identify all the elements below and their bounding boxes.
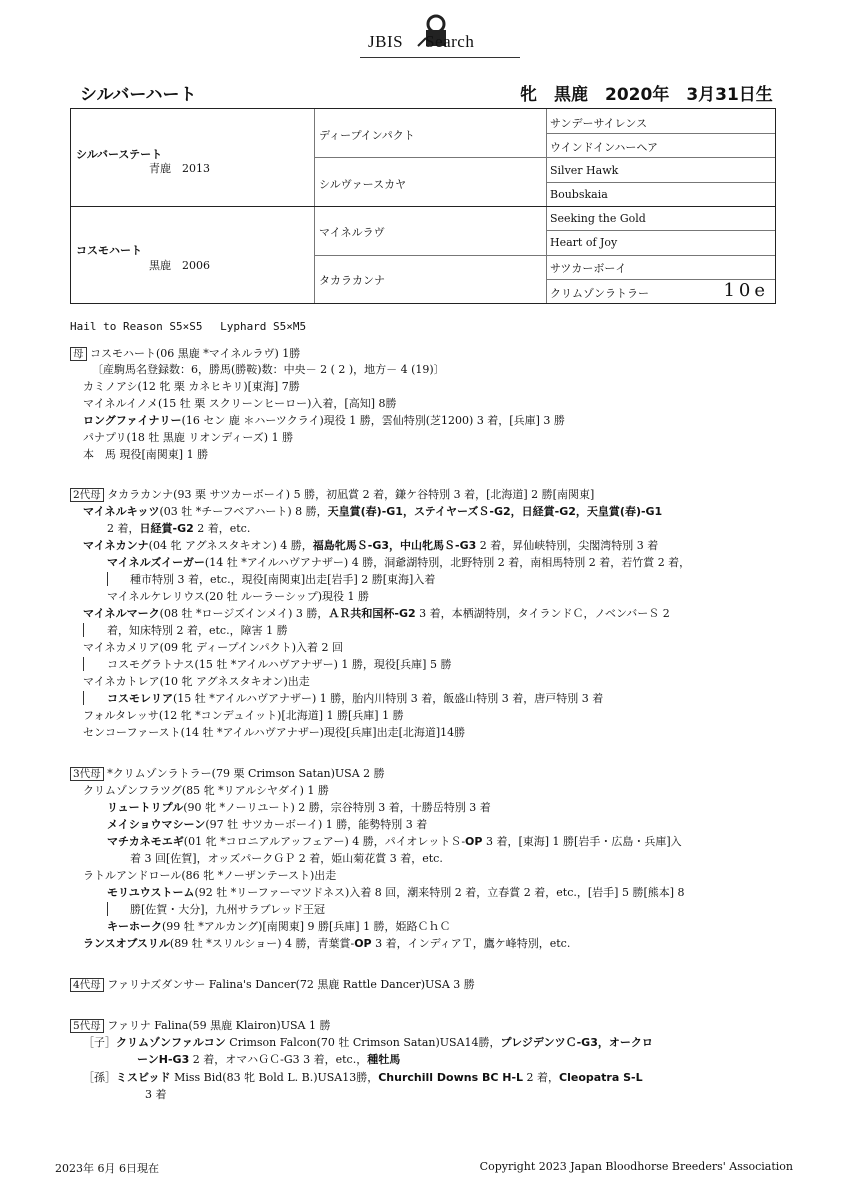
gen3-4: Seeking the Gold — [550, 212, 646, 225]
list-item: マイネカメリア(09 牝 ディープインパクト)入着 2 回 — [83, 641, 344, 654]
inbreeding-cross: Hail to Reason S5×S5 Lyphard S5×M5 — [70, 320, 307, 333]
list-item: マイネルイノメ(15 牡 栗 スクリーンヒーロー)入着，[高知] 8勝 — [83, 397, 397, 410]
notable-horse: ランスオブスリル — [83, 937, 170, 950]
horse-name: シルバーハート — [80, 85, 197, 105]
section-head: コスモハート(06 黒鹿 *マイネルラヴ) 1勝 — [90, 347, 301, 360]
list-item: クリムゾンフラツグ(85 牝 *リアルシヤダイ) 1 勝 — [83, 784, 329, 797]
section-head: *クリムゾンラトラー(79 栗 Crimson Satan)USA 2 勝 — [107, 767, 385, 780]
gen2-1: シルヴァースカヤ — [319, 178, 407, 191]
notable-horse: ミスビッド — [116, 1071, 171, 1084]
gen3-0: サンデーサイレンス — [550, 117, 648, 130]
list-item: マイネカトレア(10 牝 アグネスタキオン)出走 — [83, 675, 310, 688]
gen3-5: Heart of Joy — [550, 236, 618, 249]
notable-horse: マチカネモエギ — [107, 835, 184, 848]
footer-copyright: Copyright 2023 Japan Bloodhorse Breeders' Association — [479, 1160, 793, 1173]
gen3-2: Silver Hawk — [550, 164, 619, 177]
list-item: (16 セン 鹿 ＊ハーツクライ)現役 1 勝，雲仙特別(芝1200) 3 着，[兵庫] 3 勝 — [181, 414, 565, 427]
dam-detail: 黒鹿 2006 — [149, 259, 210, 272]
horse-info: 牝 黒鹿 2020年 3月31日生 — [520, 85, 773, 105]
section-tag: 3代母 — [70, 767, 104, 781]
gen3-7: クリムゾンラトラー — [550, 287, 649, 300]
list-item: 3 着 — [145, 1088, 167, 1101]
logo-text: JBIS Search — [368, 32, 475, 51]
notable-horse: リュートリプル — [107, 801, 184, 814]
notable-horse: キーホーク — [107, 920, 162, 933]
list-item: ラトルアンドロール(86 牝 *ノーザンテースト)出走 — [83, 869, 337, 882]
family-number: 10e — [723, 280, 769, 301]
gen2-2: マイネルラヴ — [319, 226, 385, 239]
list-item: フォルタレッサ(12 牝 *コンデュイット)[北海道] 1 勝[兵庫] 1 勝 — [83, 709, 404, 722]
section-tag: 母 — [70, 347, 87, 361]
gen3-3: Boubskaia — [550, 188, 608, 201]
list-item: 着，知床特別 2 着，etc.，障害 1 勝 — [107, 624, 288, 637]
notable-horse: コスモレリア — [107, 692, 173, 705]
list-item: マイネルケレリウス(20 牡 ルーラーシップ)現役 1 勝 — [107, 590, 370, 603]
dam-name: コスモハート — [76, 244, 142, 257]
notable-horse: マイネルズイーガー — [107, 556, 205, 569]
list-item: 種市特別 3 着，etc.，現役[南関東]出走[岩手] 2 勝[東海]入着 — [130, 573, 436, 586]
list-item: コスモグラトナス(15 牡 *アイルハヴアナザー) 1 勝，現役[兵庫] 5 勝 — [107, 658, 452, 671]
list-item: 本 馬 現役[南関東] 1 勝 — [83, 448, 209, 461]
list-item: 勝[佐賀・大分]，九州サラブレッド王冠 — [130, 903, 326, 916]
pedigree-table — [70, 108, 776, 304]
notable-horse: ロングファイナリー — [83, 414, 182, 427]
section-head: ファリナズダンサー Falina's Dancer(72 黒鹿 Rattle Dancer)USA 3 勝 — [107, 978, 475, 991]
jbis-logo — [360, 12, 520, 58]
list-item: 着 3 回[佐賀]，オッズパークＧＰ 2 着，姫山菊花賞 3 着，etc. — [130, 852, 443, 865]
notable-horse: マイネルマーク — [83, 607, 160, 620]
gen2-0: ディープインパクト — [319, 129, 415, 142]
notable-horse: クリムゾンファルコン — [116, 1036, 226, 1049]
gen3-6: サツカーボーイ — [550, 262, 627, 275]
list-item: センコーファースト(14 牡 *アイルハヴアナザー)現役[兵庫]出走[北海道]14勝 — [83, 726, 466, 739]
sire-name: シルバーステート — [76, 148, 163, 161]
list-item: カミノアシ(12 牝 栗 カネヒキリ)[東海] 7勝 — [83, 380, 300, 393]
section-tag: 2代母 — [70, 488, 104, 502]
section-tag: 5代母 — [70, 1019, 104, 1033]
footer-date: 2023年 6月 6日現在 — [55, 1162, 159, 1175]
section-head: タカラカンナ(93 栗 サツカーボーイ) 5 勝，初凪賞 2 着，鎌ケ谷特別 3 着，[北海道] 2 勝[南関東] — [107, 488, 595, 501]
notable-horse: マイネカンナ — [83, 539, 149, 552]
section-head: ファリナ Falina(59 黒鹿 Klairon)USA 1 勝 — [107, 1019, 331, 1032]
list-item: 〔産駒馬名登録数：6，勝馬(勝鞍)数：中央－ 2 ( 2 )，地方－ 4 (19)〕 — [92, 363, 445, 376]
notable-horse: マイネルキッツ — [83, 505, 160, 518]
gen2-3: タカラカンナ — [319, 274, 385, 287]
section-tag: 4代母 — [70, 978, 104, 992]
list-item: パナプリ(18 牡 黒鹿 リオンディーズ) 1 勝 — [83, 431, 294, 444]
notable-horse: メイショウマシーン — [107, 818, 206, 831]
sire-detail: 青鹿 2013 — [149, 162, 210, 175]
gen3-1: ウインドインハーヘア — [550, 141, 659, 154]
notable-horse: モリユウストーム — [107, 886, 195, 899]
